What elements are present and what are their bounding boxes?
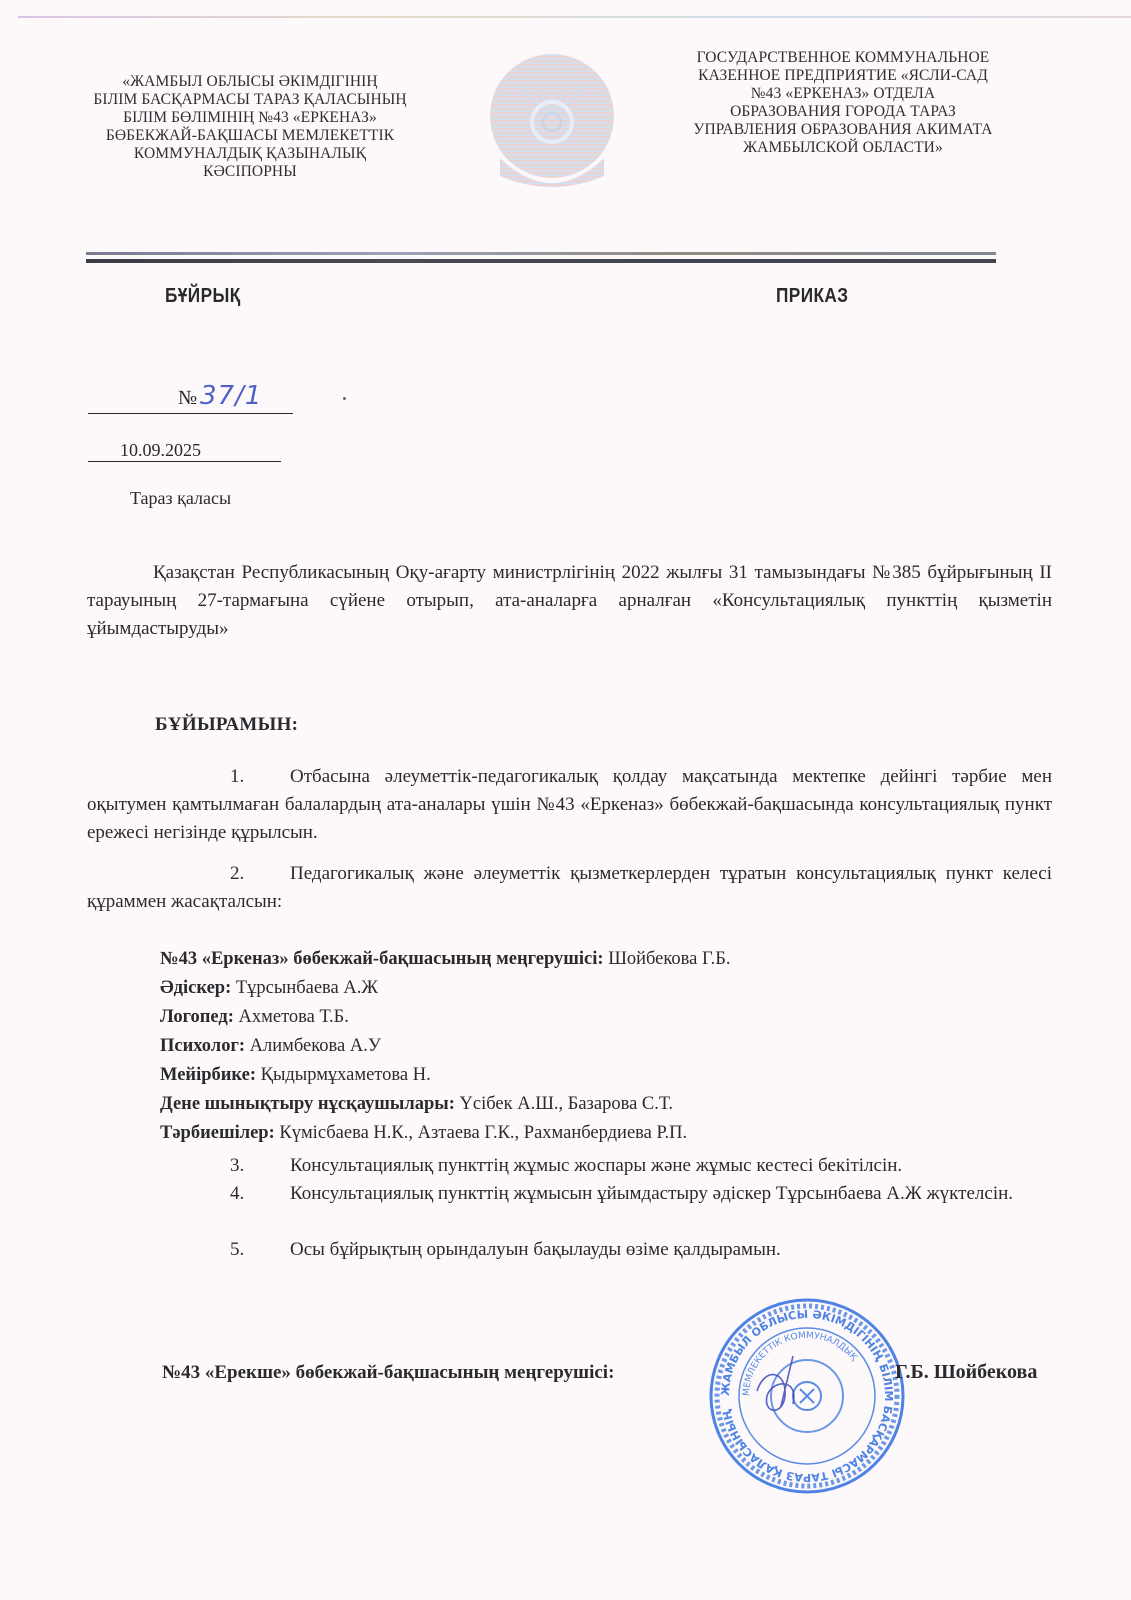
staff-list: [160, 945, 731, 1148]
header-divider-thick: [86, 259, 996, 263]
order-number-handwritten: 37/1: [200, 381, 263, 411]
item-text: Консультациялық пункттің жұмысын ұйымдастыру әдіскер Тұрсынбаева А.Ж жүктелсін.: [290, 1183, 1014, 1204]
org-name-line: «ЖАМБЫЛ ОБЛЫСЫ ӘКІМДІГІНІҢ: [122, 73, 378, 90]
org-name-line: БІЛІМ БАСҚАРМАСЫ ТАРАЗ ҚАЛАСЫНЫҢ: [93, 91, 407, 108]
doc-type-russian: ПРИКАЗ: [776, 285, 849, 307]
org-name-line: БӨБЕКЖАЙ-БАҚШАСЫ МЕМЛЕКЕТТІК: [105, 127, 395, 144]
item-text: Консультациялық пункттің жұмыс жоспары және жұмыс кестесі бекітілсін.: [290, 1155, 903, 1176]
scan-edge: [18, 16, 1131, 18]
staff-role: Логопед:: [160, 1007, 234, 1027]
speck: [343, 397, 346, 400]
order-number-field: [88, 381, 293, 414]
doc-type-kazakh: БҰЙРЫҚ: [165, 285, 241, 307]
staff-names: Күмісбаева Н.К., Азтаева Г.К., Рахманбердиева Р.П.: [279, 1123, 688, 1143]
svg-text:МЕМЛЕКЕТТІК КОММУНАЛДЫҚ: МЕМЛЕКЕТТІК КОММУНАЛДЫҚ: [741, 1330, 859, 1397]
item-text: Педагогикалық және әлеуметтік қызметкерлерден тұратын консультациялық пункт келесі құраммен жасақталсын:: [87, 863, 1052, 912]
preamble-paragraph: [87, 559, 1052, 643]
staff-names: Үсібек А.Ш., Базарова С.Т.: [459, 1094, 673, 1114]
staff-names: Шойбекова Г.Б.: [608, 949, 731, 969]
order-item: [87, 1180, 1052, 1208]
staff-entry: [160, 1003, 731, 1032]
org-name-line: ГОСУДАРСТВЕННОЕ КОММУНАЛЬНОЕ: [696, 49, 990, 66]
order-item: [87, 763, 1052, 847]
staff-names: Қыдырмұхаметова Н.: [260, 1065, 431, 1085]
staff-names: Ахметова Т.Б.: [238, 1007, 349, 1027]
org-name-line: КӘСІПОРНЫ: [203, 163, 297, 180]
item-number: 3.: [230, 1155, 245, 1176]
staff-entry: [160, 1032, 731, 1061]
org-name-line: ОБРАЗОВАНИЯ ГОРОДА ТАРАЗ: [730, 103, 956, 120]
svg-text:ЖАМБЫЛ ОБЛЫСЫ ӘКІМДІГІНІҢ БІЛІ: ЖАМБЫЛ ОБЛЫСЫ ӘКІМДІГІНІҢ БІЛІМ БАСҚАРМАСЫ ТАРАЗ ҚАЛАСЫНЫҢ: [718, 1307, 896, 1485]
order-item: [87, 860, 1052, 916]
item-number: 4.: [230, 1183, 245, 1204]
staff-entry: [160, 1090, 731, 1119]
issue-city: Тараз қаласы: [130, 488, 232, 508]
item-number: 5.: [230, 1239, 245, 1260]
staff-role: №43 «Еркеназ» бөбекжай-бақшасының меңгерушісі:: [160, 949, 604, 969]
header-divider-thin: [86, 252, 996, 255]
order-item: [87, 1236, 1052, 1264]
staff-entry: [160, 1061, 731, 1090]
staff-role: Тәрбиешілер:: [160, 1123, 275, 1143]
staff-role: Мейірбике:: [160, 1065, 256, 1085]
state-emblem-icon: [480, 48, 625, 198]
item-text: Осы бұйрықтың орындалуын бақылауды өзіме қалдырамын.: [290, 1239, 781, 1260]
staff-names: Тұрсынбаева А.Ж: [235, 978, 378, 998]
item-number: 1.: [230, 766, 245, 787]
signatory-title: №43 «Ерекше» бөбекжай-бақшасының меңгерушісі:: [162, 1362, 615, 1383]
order-date-field: [88, 440, 281, 462]
staff-role: Психолог:: [160, 1036, 246, 1056]
org-name-line: КОММУНАЛДЫҚ ҚАЗЫНАЛЫҚ: [133, 145, 367, 162]
item-number: 2.: [230, 863, 245, 884]
org-name-line: КАЗЕННОЕ ПРЕДПРИЯТИЕ «ЯСЛИ-САД: [698, 67, 988, 84]
staff-role: Әдіскер:: [160, 978, 232, 998]
official-stamp-icon: [707, 1296, 907, 1496]
preamble-text: Қазақстан Республикасының Оқу-ағарту министрлігінің 2022 жылғы 31 тамызындағы №385 бұйрығының ІІ тарауының 27-тармағына сүйене отырып, ата-аналарға арналған «Консультациялық пункттің қызметін ұйымдастыруды»: [87, 562, 1052, 639]
signatory-name: Г.Б. Шойбекова: [895, 1361, 1038, 1383]
org-name-russian: [668, 49, 1018, 157]
staff-entry: [160, 945, 731, 974]
staff-names: Алимбекова А.У: [249, 1036, 381, 1056]
org-name-line: ЖАМБЫЛСКОЙ ОБЛАСТИ»: [743, 139, 943, 156]
item-text: Отбасына әлеуметтік-педагогикалық қолдау мақсатында мектепке дейінгі тәрбие мен оқытумен қамтылмаған балалардың ата-аналары үшін №43 «Еркеназ» бөбекжай-бақшасында консультациялық пункт ережесі негізінде құрылсын.: [87, 766, 1052, 843]
org-name-line: УПРАВЛЕНИЯ ОБРАЗОВАНИЯ АКИМАТА: [693, 121, 993, 138]
staff-role: Дене шынықтыру нұсқаушылары:: [160, 1094, 455, 1114]
order-heading: БҰЙЫРАМЫН:: [155, 714, 299, 735]
org-name-kazakh: [75, 73, 425, 181]
org-name-line: №43 «ЕРКЕНАЗ» ОТДЕЛА: [750, 85, 936, 102]
order-item: [87, 1152, 1052, 1180]
staff-entry: [160, 1119, 731, 1148]
staff-entry: [160, 974, 731, 1003]
number-sign: №: [178, 387, 198, 409]
order-date: 10.09.2025: [120, 440, 201, 460]
org-name-line: БІЛІМ БӨЛІМІНІҢ №43 «ЕРКЕНАЗ»: [123, 109, 377, 126]
